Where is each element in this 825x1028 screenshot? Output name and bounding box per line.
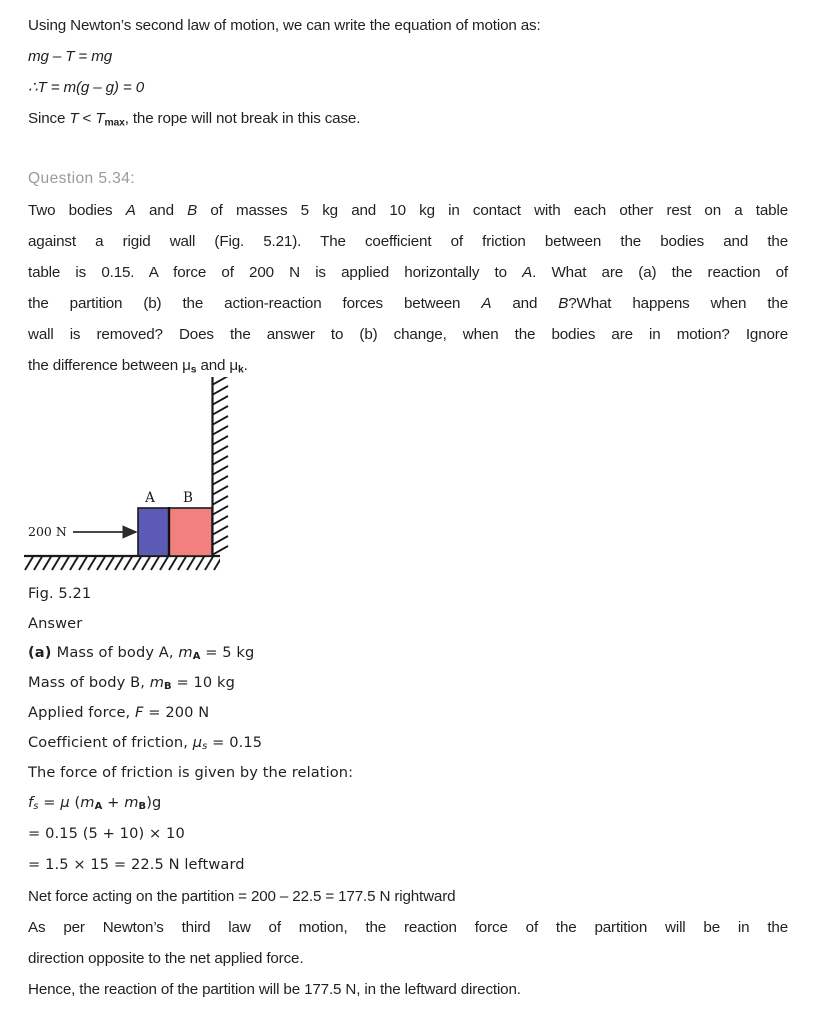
answer-part-a-tag: (a)	[28, 644, 57, 661]
force-label: 200 N	[28, 524, 67, 539]
answer-calc-line-2: = 1.5 × 15 = 22.5 N leftward	[28, 856, 245, 873]
answer-coefficient	[28, 733, 788, 757]
equation-mg-minus-t: mg – T = mg	[28, 48, 113, 65]
answer-third-law-line-1: As per Newton’s third law of motion, the reaction force of the partition will be in the	[28, 919, 788, 936]
answer-heading: Answer	[28, 615, 83, 632]
answer-mass-a-text: Mass of body A,	[56, 644, 179, 661]
block-a-label: A	[145, 490, 155, 506]
answer-friction-formula	[28, 793, 788, 817]
intro-line-4-suffix: , the rope will not break in this case.	[124, 110, 361, 127]
answer-applied-text: Applied force,	[28, 704, 136, 721]
ground-hatching	[25, 555, 223, 570]
block-a	[138, 508, 169, 556]
block-b	[169, 508, 212, 556]
formula-body: $(m_A + m_B)g$	[74, 794, 162, 813]
figure-5-21	[20, 375, 240, 580]
figure-caption: Fig. 5.21	[28, 585, 92, 602]
answer-mass-b-value: = 10 kg	[171, 674, 235, 691]
symbol-f: F	[135, 704, 144, 721]
symbol-m-b: $m_B$	[149, 674, 172, 693]
block-b-label: B	[183, 490, 193, 506]
intro-line-4	[28, 109, 788, 133]
answer-conclusion: Hence, the reaction of the partition will be 177.5 N, in the leftward direction.	[28, 981, 521, 998]
intro-var-t1: T	[69, 110, 79, 127]
symbol-mu: μ	[60, 794, 70, 811]
question-line-2: against a rigid wall (Fig. 5.21). The coefficient of friction between the bodies and the	[28, 233, 788, 250]
answer-net-force: Net force acting on the partition = 200 – 22.5 = 177.5 N rightward	[28, 888, 456, 905]
answer-mass-b	[28, 673, 788, 697]
question-line-6: the difference between $\mu_s$ and $\mu_k$.	[28, 357, 248, 376]
question-line-4: the partition (b) the action-reaction forces between A and B?What happens when the	[28, 295, 788, 312]
symbol-f-s: $f_s$	[28, 794, 39, 813]
question-line-1: Two bodies A and B of masses 5 kg and 10 kg in contact with each other rest on a table	[28, 202, 788, 219]
intro-line-1: Using Newton’s second law of motion, we can write the equation of motion as:	[28, 17, 541, 34]
answer-applied-force	[28, 703, 788, 723]
intro-var-t2: T	[95, 110, 105, 127]
figure-diagram	[20, 375, 240, 580]
answer-mass-a	[28, 643, 788, 667]
answer-mass-b-text: Mass of body B,	[28, 674, 150, 691]
symbol-mu-s: $\mu_s$	[192, 734, 208, 753]
intro-sub-max: max	[104, 117, 125, 129]
wall-hatching	[212, 376, 228, 565]
answer-coeff-value: = 0.15	[207, 734, 263, 751]
symbol-m-a: $m_A$	[178, 644, 201, 663]
answer-mass-a-value: = 5 kg	[200, 644, 255, 661]
question-line-3: table is 0.15. A force of 200 N is applied horizontally to A. What are (a) the reaction of	[28, 264, 788, 281]
question-line-5: wall is removed? Does the answer to (b) change, when the bodies are in motion? Ignore	[28, 326, 788, 343]
answer-third-law-line-2: direction opposite to the net applied force.	[28, 950, 304, 967]
intro-line-4-mid: <	[78, 110, 96, 127]
answer-friction-relation: The force of friction is given by the relation:	[28, 764, 354, 781]
question-heading: Question 5.34:	[28, 170, 136, 187]
formula-equals: =	[43, 794, 56, 811]
answer-calc-line-1: = 0.15 (5 + 10) × 10	[28, 825, 185, 842]
equation-t-equals-zero: ∴T = m(g – g) = 0	[28, 79, 144, 96]
intro-line-4-prefix: Since	[28, 110, 70, 127]
answer-applied-value: = 200 N	[143, 704, 210, 721]
answer-coeff-text: Coefficient of friction,	[28, 734, 193, 751]
